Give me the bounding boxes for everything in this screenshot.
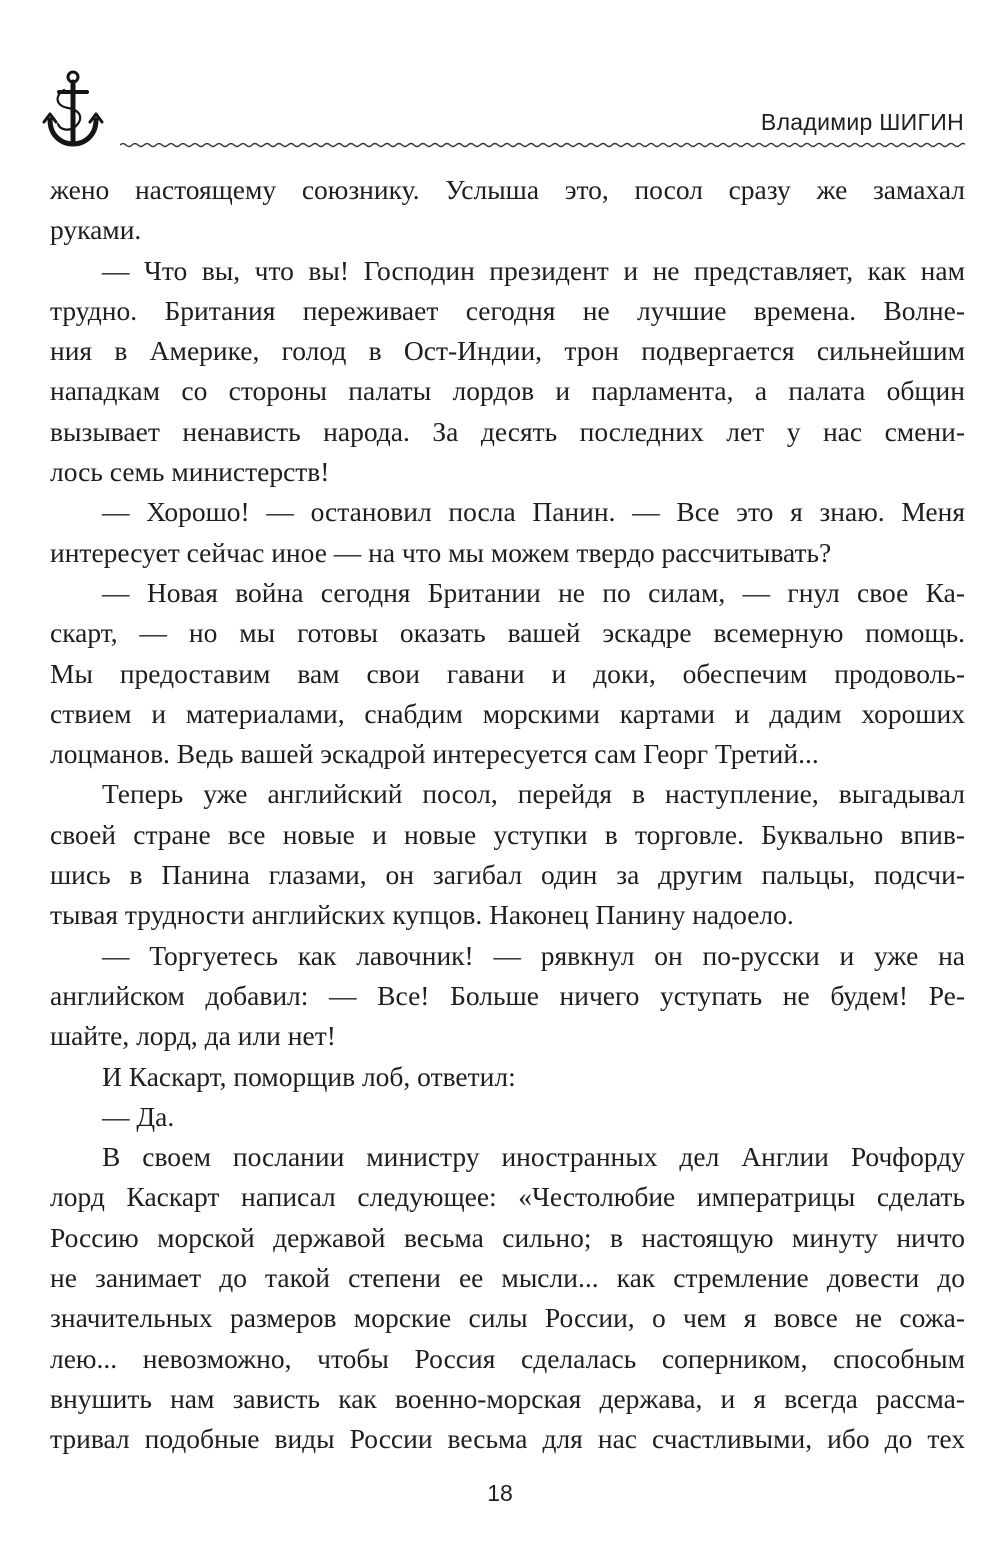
header-wave-rule	[120, 141, 965, 149]
text-line: трудно. Британия переживает сегодня не лучшие времена. Волне-	[50, 294, 965, 326]
text-line: английском добавил: — Все! Больше ничего уступать не будем! Ре-	[50, 979, 965, 1011]
text-line: — Новая война сегодня Британии не по силам, — гнул свое Ка-	[102, 576, 965, 608]
text-line: значительных размеров морские силы России, о чем я вовсе не сожа-	[50, 1302, 965, 1334]
text-line: интересует сейчас иное — на что мы можем твердо рассчитывать?	[50, 536, 832, 568]
text-line: лось семь министерств!	[50, 456, 330, 488]
page-body-text	[50, 170, 965, 1460]
text-line: скарт, — но мы готовы оказать вашей эскадре всемерную помощь.	[50, 617, 965, 649]
text-line: шись в Панина глазами, он загибал один за другим пальцы, подсчи-	[50, 859, 965, 891]
book-author: Владимир ШИГИН	[760, 109, 964, 135]
text-line: — Что вы, что вы! Господин президент и не представляет, как нам	[102, 254, 965, 286]
text-line: тывая трудности английских купцов. Наконец Панину надоело.	[50, 899, 794, 931]
text-line: тривал подобные виды России весьма для нас счастливыми, ибо до тех	[50, 1423, 965, 1455]
anchor-icon	[42, 70, 104, 150]
text-line: И Каскарт, поморщив лоб, ответил:	[102, 1060, 516, 1092]
text-line: внушить нам зависть как военно-морская держава, и я всегда рассма-	[50, 1382, 965, 1414]
text-line: — Да.	[102, 1100, 175, 1132]
text-line: руками.	[50, 214, 142, 246]
text-line: лею... невозможно, чтобы Россия сделалась соперником, способным	[50, 1342, 965, 1374]
text-line: жено настоящему союзнику. Услыша это, посол сразу же замахал	[50, 174, 965, 205]
text-line: лорд Каскарт написал следующее: «Честолюбие императрицы сделать	[50, 1181, 965, 1213]
text-line: не занимает до такой степени ее мысли... как стремление довести до	[50, 1262, 965, 1294]
text-line: нападкам со стороны палаты лордов и парламента, а палата общин	[50, 375, 965, 407]
text-line: шайте, лорд, да или нет!	[50, 1020, 336, 1052]
text-line: лоцманов. Ведь вашей эскадрой интересуется сам Георг Третий...	[50, 738, 819, 770]
page-number: 18	[487, 1480, 513, 1506]
text-line: — Торгуетесь как лавочник! — рявкнул он по-русски и уже на	[102, 939, 965, 971]
text-line: В своем послании министру иностранных дел Англии Рочфорду	[102, 1141, 965, 1173]
page-header	[0, 0, 1000, 160]
text-line: ствием и материалами, снабдим морскими картами и дадим хороших	[50, 697, 965, 729]
text-line: Теперь уже английский посол, перейдя в наступление, выгадывал	[102, 778, 965, 810]
text-line: — Хорошо! — остановил посла Панин. — Все это я знаю. Меня	[102, 496, 965, 528]
text-line: ния в Америке, голод в Ост-Индии, трон подвергается сильнейшим	[50, 335, 965, 367]
text-line: Мы предоставим вам свои гавани и доки, обеспечим продоволь-	[50, 657, 965, 689]
text-line: Россию морской державой весьма сильно; в настоящую минуту ничто	[50, 1221, 965, 1253]
text-line: вызывает ненависть народа. За десять последних лет у нас смени-	[50, 415, 965, 447]
text-line: своей стране все новые и новые уступки в торговле. Буквально впив-	[50, 818, 965, 850]
